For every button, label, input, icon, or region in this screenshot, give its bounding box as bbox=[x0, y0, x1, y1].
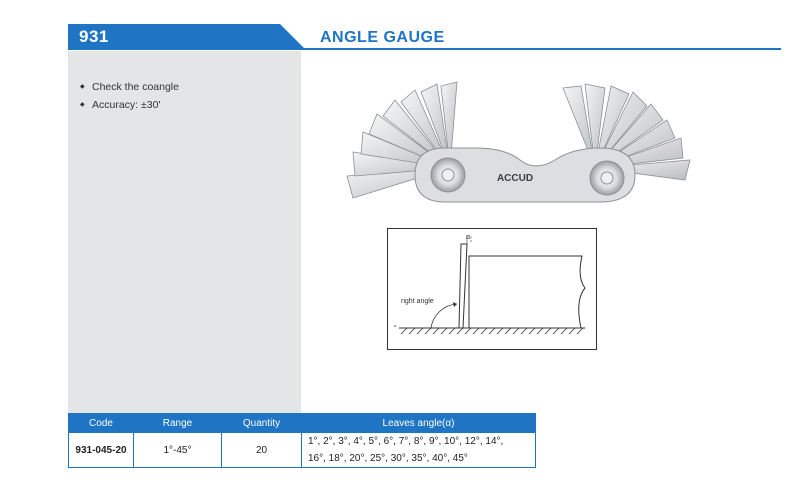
brand-logo: ACCUD bbox=[496, 173, 534, 184]
table-header-row bbox=[69, 414, 536, 433]
angles-line: 1°, 2°, 3°, 4°, 5°, 6°, 7°, 8°, 9°, 10°, 12°, 14°, bbox=[308, 436, 504, 447]
right-angle-label: right angle bbox=[401, 298, 434, 305]
column-header-code: Code bbox=[69, 414, 134, 433]
cell-quantity: 20 bbox=[222, 433, 302, 468]
cell-range: 1°-45° bbox=[134, 433, 222, 468]
column-header-quantity: Quantity bbox=[222, 414, 302, 433]
product-photo bbox=[345, 80, 695, 215]
product-code: 931 bbox=[79, 27, 109, 46]
table-row bbox=[69, 433, 536, 468]
column-header-leaves-angle: Leaves angle(α) bbox=[302, 414, 536, 433]
alpha-label: α bbox=[466, 234, 471, 241]
product-title: ANGLE GAUGE bbox=[320, 29, 445, 46]
feature-item: ◆ Accuracy: ±30' bbox=[80, 96, 179, 114]
usage-diagram bbox=[387, 228, 597, 355]
cell-leaves-angle bbox=[302, 433, 536, 468]
spec-table bbox=[68, 413, 536, 468]
angles-line: 16°, 18°, 20°, 25°, 30°, 35°, 40°, 45° bbox=[308, 453, 468, 464]
column-header-range: Range bbox=[134, 414, 222, 433]
cell-code: 931-045-20 bbox=[69, 433, 134, 468]
feature-item: ◆ Check the coangle bbox=[80, 78, 179, 96]
feature-list bbox=[80, 78, 179, 114]
